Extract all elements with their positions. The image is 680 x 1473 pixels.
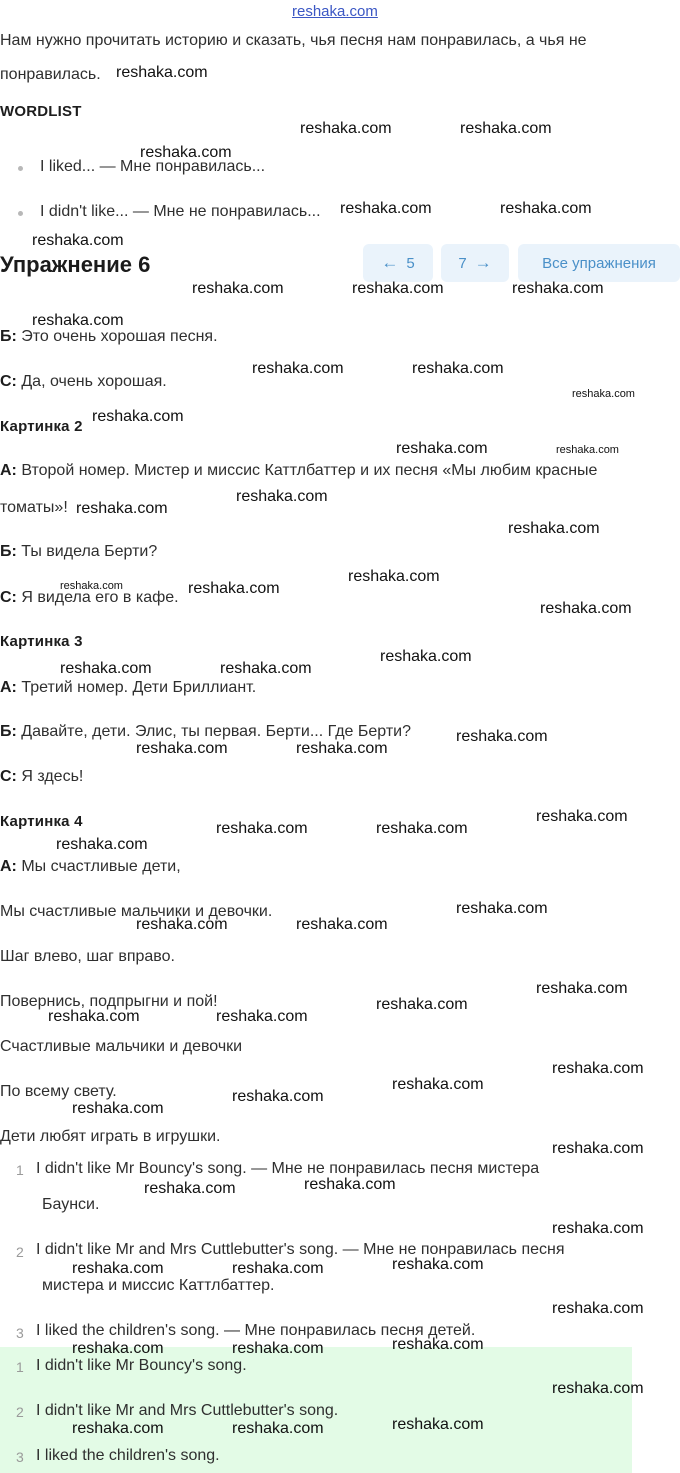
prev-exercise-button[interactable]: [363, 244, 433, 282]
watermark: reshaka.com: [540, 600, 632, 617]
watermark: reshaka.com: [508, 520, 600, 537]
watermark: reshaka.com: [552, 1220, 644, 1237]
dialog-text: Я видела его в кафе.: [21, 589, 179, 606]
watermark: reshaka.com: [536, 980, 628, 997]
dialog-line: Повернись, подпрыгни и пой!: [0, 993, 218, 1010]
bullet-icon: [18, 166, 23, 171]
list-number: 1: [16, 1162, 24, 1178]
watermark: reshaka.com: [32, 312, 124, 329]
translation-line: мистера и миссис Каттлбаттер.: [42, 1277, 275, 1294]
watermark: reshaka.com: [536, 808, 628, 825]
section-heading: Картинка 3: [0, 633, 83, 650]
watermark: reshaka.com: [380, 648, 472, 665]
section-heading: Картинка 4: [0, 813, 83, 830]
wordlist-item: I didn't like... — Мне не понравилась...: [40, 203, 321, 220]
watermark: reshaka.com: [72, 1420, 164, 1437]
speaker-label: Б:: [0, 723, 17, 740]
all-exercises-button[interactable]: [518, 244, 680, 282]
watermark: reshaka.com: [72, 1340, 164, 1357]
translation-line: I didn't like Mr and Mrs Cuttlebutter's song. — Мне не понравилась песня: [36, 1241, 565, 1258]
watermark: reshaka.com: [216, 1008, 308, 1025]
arrow-left-icon: ←: [381, 253, 399, 272]
watermark: reshaka.com: [392, 1076, 484, 1093]
watermark: reshaka.com: [348, 568, 440, 585]
speaker-label: С:: [0, 373, 17, 390]
watermark: reshaka.com: [116, 64, 208, 81]
watermark: reshaka.com: [392, 1256, 484, 1273]
dialog-text: Второй номер. Мистер и миссис Каттлбаттер и их песня «Мы любим красные: [21, 462, 598, 479]
watermark: reshaka.com: [72, 1100, 164, 1117]
watermark: reshaka.com: [396, 440, 488, 457]
translation-line: I liked the children's song. — Мне понравилась песня детей.: [36, 1322, 476, 1339]
arrow-right-icon: →: [474, 253, 492, 272]
prev-exercise-label: 5: [406, 254, 415, 272]
dialog-line: [0, 543, 157, 561]
watermark: reshaka.com: [252, 360, 344, 377]
dialog-line: [0, 373, 167, 391]
next-exercise-button[interactable]: [441, 244, 509, 282]
watermark: reshaka.com: [296, 916, 388, 933]
watermark: reshaka.com: [376, 820, 468, 837]
watermark: reshaka.com: [232, 1340, 324, 1357]
watermark: reshaka.com: [72, 1260, 164, 1277]
watermark: reshaka.com: [48, 1008, 140, 1025]
wordlist-item: I liked... — Мне понравилась...: [40, 158, 266, 175]
dialog-text: Третий номер. Дети Бриллиант.: [21, 679, 257, 696]
list-number: 3: [16, 1325, 24, 1341]
dialog-line: По всему свету.: [0, 1083, 117, 1100]
watermark: reshaka.com: [460, 120, 552, 137]
section-heading: Картинка 2: [0, 418, 83, 435]
dialog-line: Дети любят играть в игрушки.: [0, 1128, 221, 1145]
watermark: reshaka.com: [552, 1300, 644, 1317]
intro-line-1: Нам нужно прочитать историю и сказать, чья песня нам понравилась, а чья не: [0, 32, 587, 49]
answer-line: I didn't like Mr and Mrs Cuttlebutter's song.: [36, 1402, 339, 1419]
watermark: reshaka.com: [556, 444, 619, 456]
translation-line: I didn't like Mr Bouncy's song. — Мне не понравилась песня мистера: [36, 1160, 540, 1177]
dialog-line: [0, 328, 218, 346]
watermark: reshaka.com: [56, 836, 148, 853]
watermark: reshaka.com: [572, 388, 635, 400]
watermark: reshaka.com: [456, 728, 548, 745]
watermark: reshaka.com: [392, 1416, 484, 1433]
all-exercises-label: Все упражнения: [542, 254, 656, 272]
watermark: reshaka.com: [188, 580, 280, 597]
watermark: reshaka.com: [376, 996, 468, 1013]
watermark: reshaka.com: [552, 1380, 644, 1397]
watermark: reshaka.com: [140, 144, 232, 161]
watermark: reshaka.com: [552, 1140, 644, 1157]
dialog-line: [0, 723, 411, 741]
bullet-icon: [18, 211, 23, 216]
watermark: reshaka.com: [232, 1088, 324, 1105]
watermark: reshaka.com: [552, 1060, 644, 1077]
wordlist-title: WORDLIST: [0, 103, 82, 120]
watermark: reshaka.com: [296, 740, 388, 757]
watermark: reshaka.com: [412, 360, 504, 377]
watermark: reshaka.com: [76, 500, 168, 517]
top-watermark: reshaka.com: [292, 3, 378, 20]
list-number: 2: [16, 1404, 24, 1420]
watermark: reshaka.com: [136, 740, 228, 757]
speaker-label: С:: [0, 589, 17, 606]
speaker-label: С:: [0, 768, 17, 785]
watermark: reshaka.com: [456, 900, 548, 917]
dialog-line: томаты»!: [0, 499, 68, 516]
dialog-text: Я здесь!: [21, 768, 84, 785]
dialog-text: Мы счастливые дети,: [21, 858, 181, 875]
watermark: reshaka.com: [512, 280, 604, 297]
watermark: reshaka.com: [60, 660, 152, 677]
intro-line-2: понравилась.: [0, 66, 101, 83]
next-exercise-label: 7: [458, 254, 467, 272]
watermark: reshaka.com: [300, 120, 392, 137]
watermark: reshaka.com: [304, 1176, 396, 1193]
dialog-line: Мы счастливые мальчики и девочки.: [0, 903, 273, 920]
page-title: Упражнение 6: [0, 252, 151, 277]
watermark: reshaka.com: [236, 488, 328, 505]
speaker-label: А:: [0, 679, 17, 696]
watermark: reshaka.com: [136, 916, 228, 933]
dialog-line: Шаг влево, шаг вправо.: [0, 948, 175, 965]
dialog-text: Да, очень хорошая.: [21, 373, 167, 390]
watermark: reshaka.com: [60, 580, 123, 592]
watermark: reshaka.com: [392, 1336, 484, 1353]
list-number: 2: [16, 1244, 24, 1260]
dialog-line: [0, 858, 181, 876]
answer-line: I didn't like Mr Bouncy's song.: [36, 1357, 247, 1374]
watermark: reshaka.com: [232, 1420, 324, 1437]
watermark: reshaka.com: [232, 1260, 324, 1277]
watermark: reshaka.com: [340, 200, 432, 217]
watermark: reshaka.com: [192, 280, 284, 297]
dialog-line: Счастливые мальчики и девочки: [0, 1038, 243, 1055]
dialog-line: [0, 679, 256, 697]
speaker-label: Б:: [0, 328, 17, 345]
dialog-text: Это очень хорошая песня.: [21, 328, 218, 345]
watermark: reshaka.com: [216, 820, 308, 837]
dialog-line: [0, 462, 597, 480]
watermark: reshaka.com: [352, 280, 444, 297]
dialog-line: [0, 768, 83, 786]
watermark: reshaka.com: [220, 660, 312, 677]
watermark: reshaka.com: [92, 408, 184, 425]
dialog-text: Ты видела Берти?: [21, 543, 158, 560]
speaker-label: А:: [0, 462, 17, 479]
answer-line: I liked the children's song.: [36, 1447, 220, 1464]
watermark: reshaka.com: [32, 232, 124, 249]
dialog-text: Давайте, дети. Элис, ты первая. Берти... Где Берти?: [21, 723, 411, 740]
list-number: 3: [16, 1449, 24, 1465]
speaker-label: Б:: [0, 543, 17, 560]
watermark: reshaka.com: [500, 200, 592, 217]
translation-line: Баунси.: [42, 1196, 100, 1213]
list-number: 1: [16, 1359, 24, 1375]
watermark: reshaka.com: [144, 1180, 236, 1197]
speaker-label: А:: [0, 858, 17, 875]
